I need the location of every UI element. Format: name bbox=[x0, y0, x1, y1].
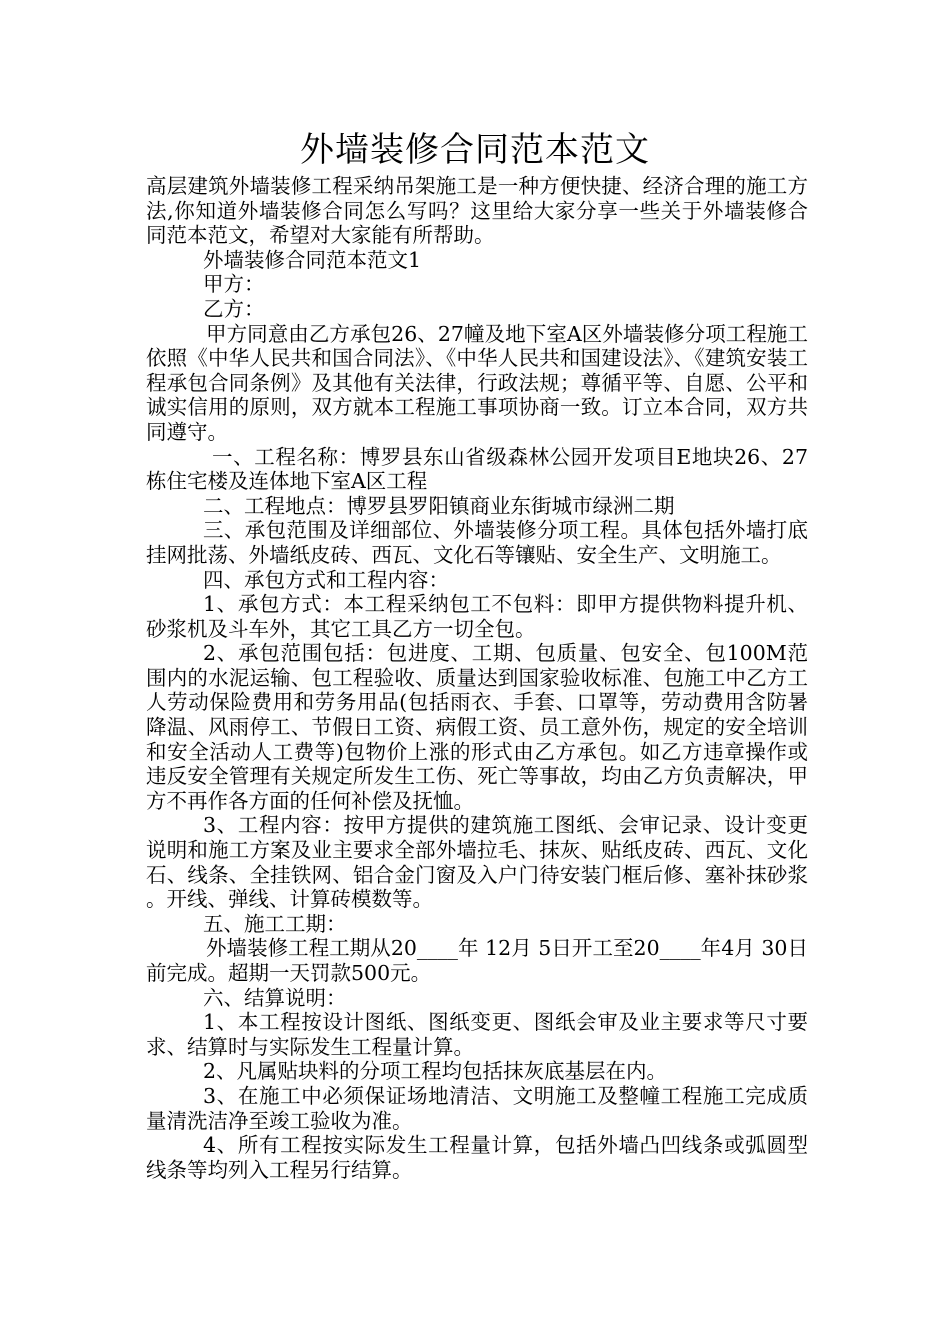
clause-settlement: 六、结算说明： bbox=[203, 985, 347, 1010]
clause-item: 1、本工程按设计图纸、图纸变更、图纸会审及业主要求等尺寸要求、结算时与实际发生工程量计算。 bbox=[146, 1010, 808, 1059]
clause-item: 4、所有工程按实际发生工程量计算，包括外墙凸凹线条或弧圆型线条等均列入工程另行结算。 bbox=[146, 1133, 808, 1182]
document-title: 外墙装修合同范本范文 bbox=[300, 130, 650, 170]
document-body bbox=[146, 174, 808, 1182]
clause-scope: 三、承包范围及详细部位、外墙装修分项工程。具体包括外墙打底挂网批荡、外墙纸皮砖、西瓦、文化石等镶贴、安全生产、文明施工。 bbox=[146, 518, 808, 567]
intro-paragraph: 高层建筑外墙装修工程采纳吊架施工是一种方便快捷、经济合理的施工方法,你知道外墙装修合同怎么写吗？这里给大家分享一些关于外墙装修合同范本范文，希望对大家能有所帮助。 bbox=[146, 174, 808, 248]
clause-item: 2、凡属贴块料的分项工程均包括抹灰底基层在内。 bbox=[203, 1059, 668, 1084]
section-heading: 外墙装修合同范本范文1 bbox=[203, 247, 422, 272]
party-a-line: 甲方： bbox=[203, 272, 265, 297]
agreement-paragraph: 甲方同意由乙方承包26、27幢及地下室A区外墙装修分项工程施工依照《中华人民共和国合同法》、《中华人民共和国建设法》、《建筑安装工程承包合同条例》及其他有关法律，行政法规；尊循平等、自愿、公平和诚实信用的原则，双方就本工程施工事项协商一致。订立本合同，双方共同遵守。 bbox=[146, 321, 808, 444]
clause-schedule: 五、施工工期： bbox=[203, 911, 347, 936]
party-b-line: 乙方： bbox=[203, 296, 265, 321]
clause-project-name: 一、工程名称：博罗县东山省级森林公园开发项目E地块26、27栋住宅楼及连体地下室A区工程 bbox=[146, 444, 808, 494]
clause-item: 2、承包范围包括：包进度、工期、包质量、包安全、包100M范围内的水泥运输、包工程验收、质量达到国家验收标准、包施工中乙方工人劳动保险费用和劳务用品(包括雨衣、手套、口罩等，劳动费用含防暑降温、风雨停工、节假日工资、病假工资、员工意外伤，规定的安全培训和安全活动人工费等)包物价上涨的形式由乙方承包。如乙方违章操作或违反安全管理有关规定所发生工伤、死亡等事故，均由乙方负责解决，甲方不再作各方面的任何补偿及抚恤。 bbox=[146, 641, 808, 813]
clause-item: 3、工程内容：按甲方提供的建筑施工图纸、会审记录、设计变更说明和施工方案及业主要求全部外墙拉毛、抹灰、贴纸皮砖、西瓦、文化石、线条、全挂铁网、铝合金门窗及入户门待安装门框后修、塞补抹砂浆。开线、弹线、计算砖模数等。 bbox=[146, 813, 808, 912]
clause-contract-method: 四、承包方式和工程内容： bbox=[203, 567, 449, 592]
clause-item: 外墙装修工程工期从20____年 12月 5日开工至20____年4月 30日前完成。超期一天罚款500元。 bbox=[146, 936, 808, 985]
clause-item: 1、承包方式：本工程采纳包工不包料：即甲方提供物料提升机、砂浆机及斗车外，其它工具乙方一切全包。 bbox=[146, 592, 808, 641]
clause-item: 3、在施工中必须保证场地清洁、文明施工及整幢工程施工完成质量清洗洁净至竣工验收为准。 bbox=[146, 1083, 808, 1133]
clause-project-location: 二、工程地点：博罗县罗阳镇商业东街城市绿洲二期 bbox=[203, 493, 675, 518]
